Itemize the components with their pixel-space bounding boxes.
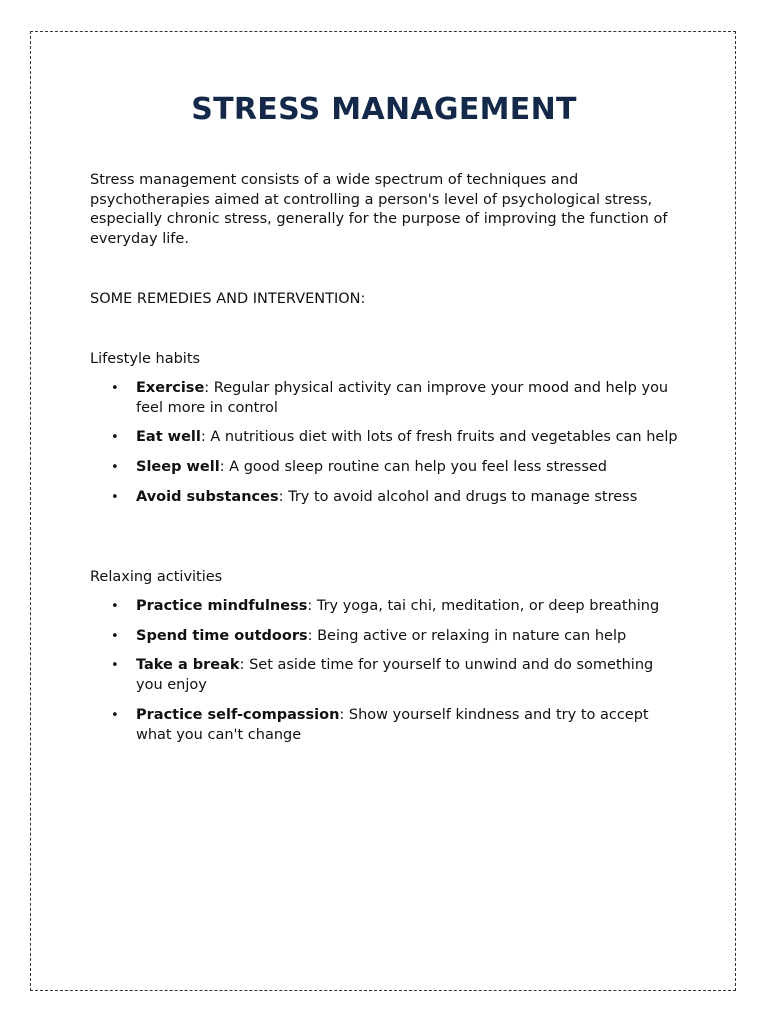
list-item: [90, 458, 680, 478]
bullet-icon: •: [111, 707, 119, 723]
list-item-text: : Regular physical activity can improve your mood and help you feel more in control: [136, 380, 669, 416]
list-item: [90, 428, 680, 448]
bullet-icon: •: [111, 599, 119, 614]
list-item: [90, 488, 680, 508]
list-item-term: Eat well: [136, 429, 201, 446]
list-item: [90, 379, 680, 418]
list-item: [90, 627, 680, 647]
bullet-icon: •: [111, 381, 119, 396]
list-item: [90, 656, 680, 695]
lifestyle-list: [90, 379, 680, 518]
list-item-text: : A nutritious diet with lots of fresh fruits and vegetables can help: [200, 429, 678, 446]
section-heading-lifestyle: Lifestyle habits: [90, 351, 201, 367]
list-item-term: Avoid substances: [136, 488, 279, 505]
bullet-icon: •: [111, 460, 119, 476]
list-item: [90, 597, 680, 617]
intro-paragraph: Stress management consists of a wide spectrum of techniques and psychotherapies aimed at controlling a person's level of psychological stress, especially chronic stress, generally for the purpose of improving the function of everyday life.: [90, 172, 668, 248]
list-item-term: Sleep well: [136, 459, 220, 476]
section-heading-relaxing: Relaxing activities: [90, 569, 223, 585]
list-item-text: : Being active or relaxing in nature can help: [307, 627, 627, 644]
list-item-term: Practice self-compassion: [136, 706, 340, 723]
list-item-text: : Set aside time for yourself to unwind and do something you enjoy: [136, 657, 654, 694]
page-title: STRESS MANAGEMENT: [191, 92, 577, 127]
list-item-text: : Show yourself kindness and try to accept what you can't change: [136, 706, 649, 743]
bullet-icon: •: [111, 430, 119, 446]
list-item-term: Take a break: [136, 657, 240, 674]
bullet-icon: •: [111, 628, 119, 644]
remedies-heading: SOME REMEDIES AND INTERVENTION:: [90, 291, 366, 307]
list-item-term: Practice mindfulness: [136, 598, 308, 614]
list-item: [90, 706, 680, 745]
list-item-text: : Try to avoid alcohol and drugs to manage stress: [278, 488, 638, 505]
bullet-icon: •: [111, 489, 119, 505]
relaxing-list: [90, 597, 680, 755]
bullet-icon: •: [111, 658, 119, 674]
list-item-term: Spend time outdoors: [136, 627, 308, 644]
list-item-term: Exercise: [136, 380, 205, 396]
list-item-text: : A good sleep routine can help you feel less stressed: [219, 459, 607, 476]
list-item-text: : Try yoga, tai chi, meditation, or deep breathing: [307, 598, 660, 614]
